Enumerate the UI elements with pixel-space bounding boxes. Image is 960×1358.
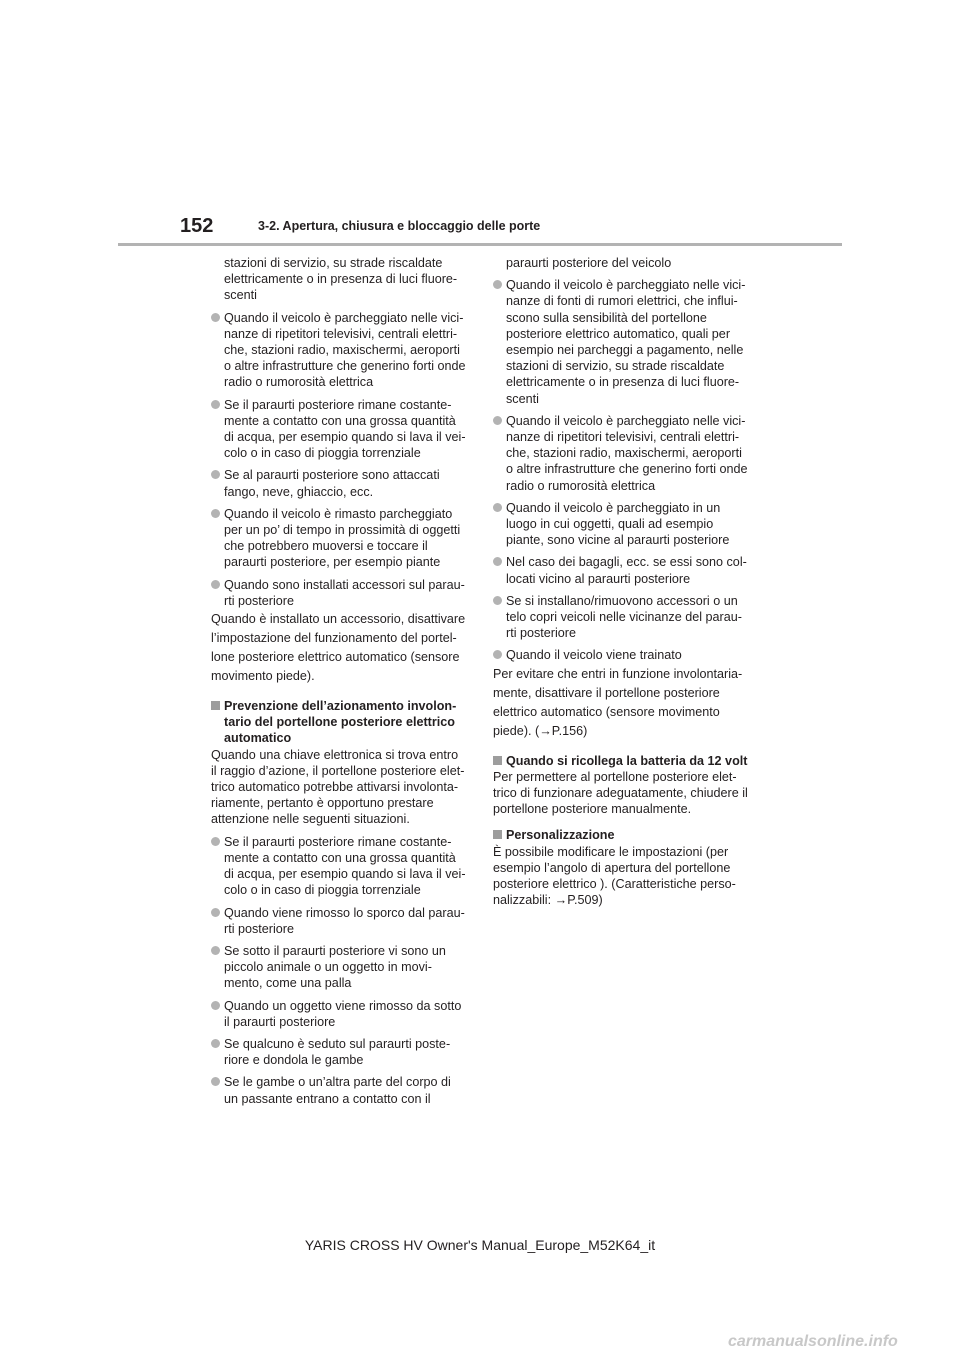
continuation-text: paraurti posteriore del veicolo xyxy=(506,256,672,270)
square-bullet-icon xyxy=(493,830,502,839)
paragraph: Quando è installato un accessorio, disattivare l’impostazione del funzionamento del portel-lone posteriore elettrico automatico (sensore movimento piede). xyxy=(211,612,466,684)
continuation-text: stazioni di servizio, su strade riscaldate elettricamente o in presenza di luci fluore-scenti xyxy=(224,256,458,303)
paragraph: Per evitare che entri in funzione involontaria-mente, disattivare il portellone posteriore elettrico automatico (sensore movimento piede). (→P.156) xyxy=(493,666,743,738)
bullet-icon xyxy=(211,470,220,479)
bullet-icon xyxy=(211,1001,220,1010)
bullet-icon xyxy=(493,416,502,425)
list-item: Nel caso dei bagagli, ecc. se essi sono col-locati vicino al paraurti posteriore xyxy=(493,554,749,586)
list-item: Quando il veicolo è parcheggiato in un luogo in cui oggetti, quali ad esempio piante, sono vicine al paraurti posteriore xyxy=(493,500,749,549)
list-item: Quando il veicolo è parcheggiato nelle vici-nanze di ripetitori televisivi, centrali elettri-che, stazioni radio, maxischermi, aeroporti o altre infrastrutture che generino forti onde radio o rumorosità elettrica xyxy=(211,310,467,391)
list-item: Se le gambe o un’altra parte del corpo di un passante entrano a contatto con il xyxy=(211,1074,467,1106)
list-item: Se il paraurti posteriore rimane costante-mente a contatto con una grossa quantità di acqua, per esempio quando si lava il vei-colo o in caso di pioggia torrenziale xyxy=(211,397,467,462)
paragraph: È possibile modificare le impostazioni (per esempio l’angolo di apertura del portellone posteriore elettrico ). (Caratteristiche perso-nalizzabili: →P.509) xyxy=(493,844,736,908)
list-item: Se qualcuno è seduto sul paraurti poste-riore e dondola le gambe xyxy=(211,1036,467,1068)
bullet-icon xyxy=(211,313,220,322)
bullet-icon xyxy=(211,946,220,955)
bullet-icon xyxy=(493,557,502,566)
subsection-heading: Quando si ricollega la batteria da 12 volt xyxy=(493,753,749,769)
subsection-heading: Prevenzione dell’azionamento involon-tario del portellone posteriore elettrico automatico xyxy=(211,698,467,747)
bullet-icon xyxy=(211,908,220,917)
bullet-icon xyxy=(211,509,220,518)
list-item: Se si installano/rimuovono accessori o un telo copri veicoli nelle vicinanze del parau-rti posteriore xyxy=(493,593,749,642)
list-item: Quando il veicolo è rimasto parcheggiato per un po’ di tempo in prossimità di oggetti che potrebbero muoversi e toccare il paraurti posteriore, per esempio piante xyxy=(211,506,467,571)
section-title: 3-2. Apertura, chiusura e bloccaggio delle porte xyxy=(258,219,541,233)
bullet-icon xyxy=(211,580,220,589)
list-item: Quando il veicolo è parcheggiato nelle vici-nanze di ripetitori televisivi, centrali elettri-che, stazioni radio, maxischermi, aeroporti o altre infrastrutture che generino forti onde radio o rumorosità elettrica xyxy=(493,413,749,494)
bullet-icon xyxy=(493,650,502,659)
header-rule xyxy=(118,243,842,246)
bullet-icon xyxy=(211,837,220,846)
list-item: Quando sono installati accessori sul parau-rti posteriore xyxy=(211,577,467,609)
bullet-icon xyxy=(493,596,502,605)
footer-text: YARIS CROSS HV Owner's Manual_Europe_M52K64_it xyxy=(304,1237,656,1253)
bullet-icon xyxy=(493,503,502,512)
list-item: Se il paraurti posteriore rimane costante-mente a contatto con una grossa quantità di acqua, per esempio quando si lava il vei-colo o in caso di pioggia torrenziale xyxy=(211,834,467,899)
bullet-icon xyxy=(211,1077,220,1086)
square-bullet-icon xyxy=(211,701,220,710)
paragraph: Quando una chiave elettronica si trova entro il raggio d’azione, il portellone posteriore elet-trico automatico potrebbe attivarsi involonta-riamente, pertanto è opportuno prestare attenzione nelle seguenti situazioni. xyxy=(211,747,465,827)
list-item: Quando un oggetto viene rimosso da sotto il paraurti posteriore xyxy=(211,998,467,1030)
bullet-icon xyxy=(211,400,220,409)
subsection-heading: Personalizzazione xyxy=(493,827,749,843)
list-item: Se al paraurti posteriore sono attaccati fango, neve, ghiaccio, ecc. xyxy=(211,467,467,499)
page-number: 152 xyxy=(180,215,214,237)
bullet-icon xyxy=(493,280,502,289)
list-item: Quando il veicolo viene trainato xyxy=(493,647,749,663)
list-item: Se sotto il paraurti posteriore vi sono un piccolo animale o un oggetto in movi-mento, come una palla xyxy=(211,943,467,992)
paragraph: Per permettere al portellone posteriore elet-trico di funzionare adeguatamente, chiudere il portellone posteriore manualmente. xyxy=(493,769,748,817)
left-column xyxy=(211,255,467,1113)
square-bullet-icon xyxy=(493,756,502,765)
right-column xyxy=(493,255,749,909)
list-item: Quando il veicolo è parcheggiato nelle vici-nanze di fonti di rumori elettrici, che influi-scono sulla sensibilità del portellone posteriore elettrico automatico, quali per esempio nei parcheggi a pagamento, nelle stazioni di servizio, su strade riscaldate elettricamente o in presenza di luci fluore-scenti xyxy=(493,277,749,407)
list-item: Quando viene rimosso lo sporco dal parau-rti posteriore xyxy=(211,905,467,937)
watermark: carmanualsonline.info xyxy=(728,1333,898,1350)
bullet-icon xyxy=(211,1039,220,1048)
